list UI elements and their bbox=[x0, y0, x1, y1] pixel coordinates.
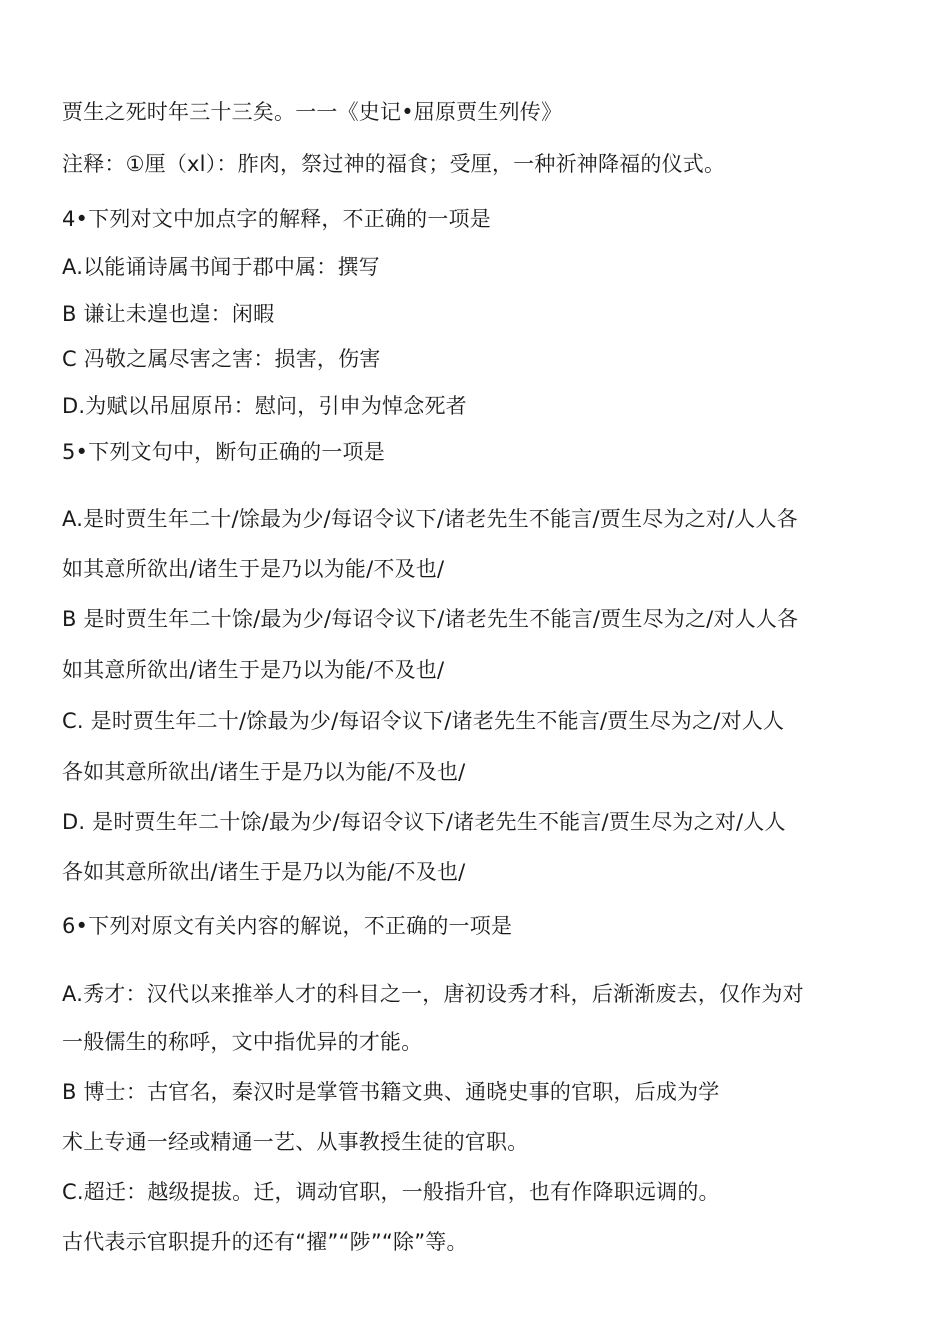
question-5-option-d-cont: 各如其意所欲出/诸生于是乃以为能/不及也/ bbox=[62, 860, 466, 884]
question-6-prompt: 6•下列对原文有关内容的解说，不正确的一项是 bbox=[62, 914, 513, 938]
question-6-option-b: B 博士：古官名，秦汉时是掌管书籍文典、通晓史事的官职，后成为学 bbox=[62, 1080, 720, 1104]
question-4-option-a: A.以能诵诗属书闻于郡中属：撰写 bbox=[62, 255, 380, 279]
question-6-option-a-cont: 一般儒生的称呼，文中指优异的才能。 bbox=[62, 1030, 423, 1054]
question-5-option-c: C. 是时贾生年二十/馀最为少/每诏令议下/诸老先生不能言/贾生尽为之/对人人 bbox=[62, 709, 785, 733]
question-5-option-c-cont: 各如其意所欲出/诸生于是乃以为能/不及也/ bbox=[62, 760, 466, 784]
question-6-option-a: A.秀才：汉代以来推举人才的科目之一，唐初设秀才科，后渐渐废去，仅作为对 bbox=[62, 982, 804, 1006]
question-5-prompt: 5•下列文句中，断句正确的一项是 bbox=[62, 440, 385, 464]
question-4-option-d: D.为赋以吊屈原吊：慰问，引申为悼念死者 bbox=[62, 394, 467, 418]
text-line: 贾生之死时年三十三矣。一一《史记•屈原贾生列传》 bbox=[62, 100, 563, 124]
question-4-option-b: B 谦让未遑也遑：闲暇 bbox=[62, 302, 275, 326]
question-5-option-a-cont: 如其意所欲出/诸生于是乃以为能/不及也/ bbox=[62, 557, 445, 581]
question-6-option-b-cont: 术上专通一经或精通一艺、从事教授生徒的官职。 bbox=[62, 1130, 529, 1154]
question-4-prompt: 4•下列对文中加点字的解释，不正确的一项是 bbox=[62, 207, 491, 231]
question-5-option-d: D. 是时贾生年二十馀/最为少/每诏令议下/诸老先生不能言/贾生尽为之对/人人 bbox=[62, 810, 786, 834]
question-5-option-a: A.是时贾生年二十/馀最为少/每诏令议下/诸老先生不能言/贾生尽为之对/人人各 bbox=[62, 507, 798, 531]
question-5-option-b: B 是时贾生年二十馀/最为少/每诏令议下/诸老先生不能言/贾生尽为之/对人人各 bbox=[62, 607, 799, 631]
footnote-line: 注释：①厘（xl）：胙肉，祭过神的福食；受厘，一种祈神降福的仪式。 bbox=[62, 152, 726, 176]
question-4-option-c: C 冯敬之属尽害之害：损害，伤害 bbox=[62, 347, 381, 371]
question-5-option-b-cont: 如其意所欲出/诸生于是乃以为能/不及也/ bbox=[62, 658, 445, 682]
question-6-option-c-cont: 古代表示官职提升的还有“擢”“陟”“除”等。 bbox=[62, 1230, 468, 1254]
question-6-option-c: C.超迁：越级提拔。迁，调动官职，一般指升官，也有作降职远调的。 bbox=[62, 1180, 720, 1204]
